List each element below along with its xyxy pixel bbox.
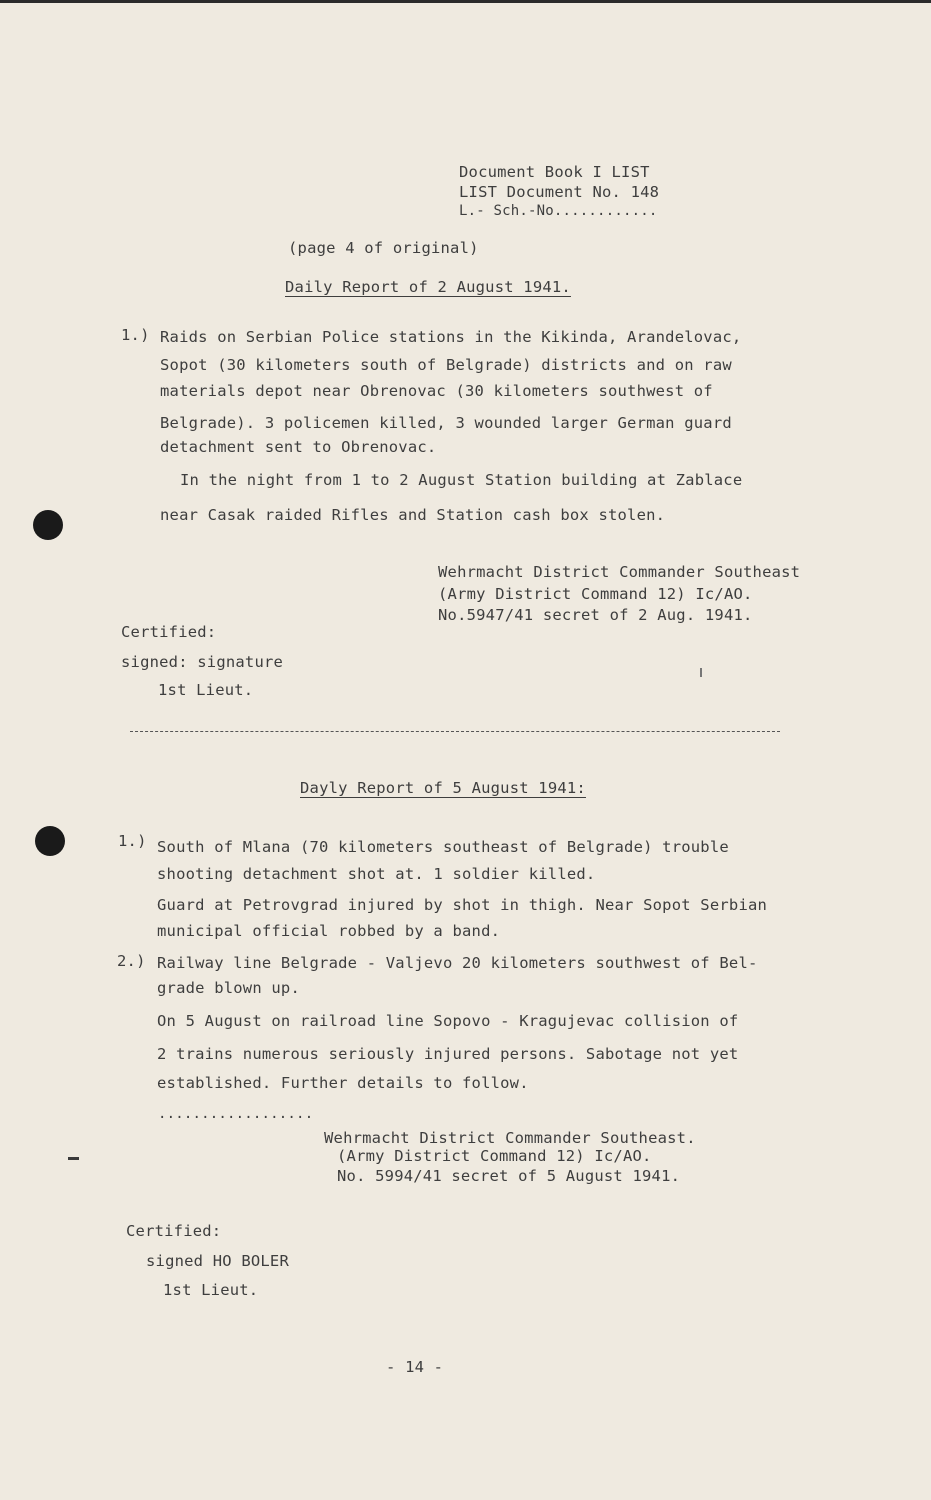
report2-item1-para2-line-2: municipal official robbed by a band. xyxy=(157,922,501,940)
header-doc-number: LIST Document No. 148 xyxy=(459,183,660,201)
report2-signature-line-2: (Army District Command 12) Ic/AO. xyxy=(337,1147,652,1165)
report2-item1-line-1: South of Mlana (70 kilometers southeast of Belgrade) trouble xyxy=(157,838,729,856)
report2-certified: Certified: xyxy=(126,1222,222,1240)
report2-rank: 1st Lieut. xyxy=(163,1281,259,1299)
report1-line-3: materials depot near Obrenovac (30 kilometers southwest of xyxy=(160,382,713,400)
report1-para2-line-2: near Casak raided Rifles and Station cash box stolen. xyxy=(160,506,666,524)
report2-item2-para2-line-2: 2 trains numerous seriously injured persons. Sabotage not yet xyxy=(157,1045,739,1063)
report1-item1-number: 1.) xyxy=(121,326,150,344)
report2-signature-line-1: Wehrmacht District Commander Southeast. xyxy=(324,1129,696,1147)
report1-para2-line-1: In the night from 1 to 2 August Station building at Zablace xyxy=(180,471,743,489)
report1-certified: Certified: xyxy=(121,623,217,641)
report2-signed: signed HO BOLER xyxy=(146,1252,289,1270)
report1-line-4: Belgrade). 3 policemen killed, 3 wounded larger German guard xyxy=(160,414,732,432)
header-sch-no: L.- Sch.-No............ xyxy=(459,203,658,219)
page-of-original: (page 4 of original) xyxy=(288,239,479,257)
report1-line-1: Raids on Serbian Police stations in the Kikinda, Arandelovac, xyxy=(160,328,742,346)
report1-rank: 1st Lieut. xyxy=(158,681,254,699)
report2-item1-para2-line-1: Guard at Petrovgrad injured by shot in thigh. Near Sopot Serbian xyxy=(157,896,768,914)
section-divider xyxy=(130,731,780,732)
report1-signature-line-2: (Army District Command 12) Ic/AO. xyxy=(438,585,753,603)
report2-item2-para2-line-3: established. Further details to follow. xyxy=(157,1074,529,1092)
header-doc-book: Document Book I LIST xyxy=(459,163,650,181)
punch-hole-bottom xyxy=(35,826,65,856)
margin-mark xyxy=(68,1157,79,1160)
report1-signature-line-1: Wehrmacht District Commander Southeast xyxy=(438,563,801,581)
report1-signed: signed: signature xyxy=(121,653,284,671)
report2-title: Dayly Report of 5 August 1941: xyxy=(300,779,586,797)
report2-item2-para2-line-1: On 5 August on railroad line Sopovo - Kragujevac collision of xyxy=(157,1012,739,1030)
report2-item2-line-1: Railway line Belgrade - Valjevo 20 kilometers southwest of Bel- xyxy=(157,954,758,972)
page-number: - 14 - xyxy=(386,1358,444,1376)
report2-dots: .................. xyxy=(158,1106,314,1122)
report1-line-5: detachment sent to Obrenovac. xyxy=(160,438,437,456)
report2-item1-number: 1.) xyxy=(118,832,147,850)
report1-signature-line-3: No.5947/41 secret of 2 Aug. 1941. xyxy=(438,606,753,624)
speck-mark xyxy=(700,668,702,677)
report1-line-2: Sopot (30 kilometers south of Belgrade) districts and on raw xyxy=(160,356,732,374)
scan-edge xyxy=(0,0,931,3)
report2-item1-line-2: shooting detachment shot at. 1 soldier killed. xyxy=(157,865,596,883)
report1-title: Daily Report of 2 August 1941. xyxy=(285,278,571,296)
report2-item2-line-2: grade blown up. xyxy=(157,979,300,997)
punch-hole-top xyxy=(33,510,63,540)
report2-item2-number: 2.) xyxy=(117,952,146,970)
report2-signature-line-3: No. 5994/41 secret of 5 August 1941. xyxy=(337,1167,681,1185)
